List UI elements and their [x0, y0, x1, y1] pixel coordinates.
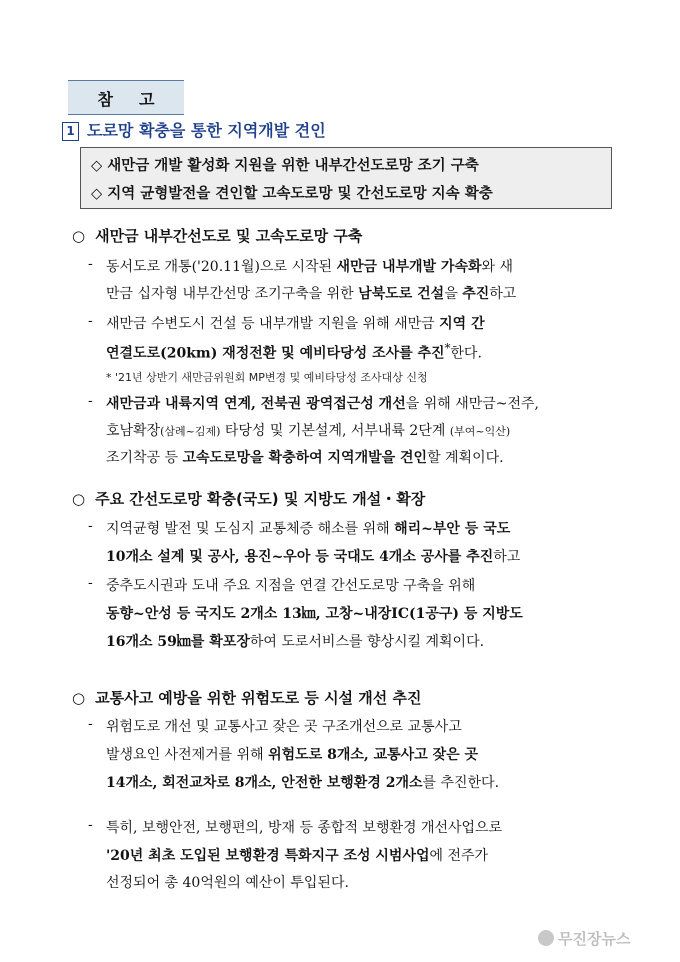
text-run: 해리~부안 등 국도: [394, 521, 511, 537]
body-line: [106, 256, 513, 276]
text-run: 만금 십자형 내부간선망 조기구축을 위한: [106, 286, 359, 302]
block-heading: ○ 교통사고 예방을 위한 위험도로 등 시설 개선 추진: [72, 689, 422, 707]
text-run: 10개소 설계 및 공사, 용진~우아 등 국대도 4개소 공사를 추진: [106, 549, 494, 565]
body-line: [106, 313, 485, 333]
body-line: [106, 575, 475, 595]
body-line: [106, 420, 510, 440]
reference-label-box: [68, 80, 184, 115]
section-title-text: 도로망 확충을 통한 지역개발 견인: [87, 121, 326, 140]
text-run: 위험도로 개선 및 교통사고 잦은 곳 구조개선으로 교통사고: [106, 719, 462, 735]
watermark: 무진장뉴스: [538, 928, 630, 949]
dash-marker: -: [88, 393, 93, 409]
text-run: 와 새: [481, 259, 513, 275]
text-run: 를 추진한다.: [422, 775, 500, 791]
text-run: 조기착공 등: [106, 450, 183, 466]
text-run: 새만금 수변도시 건설 등 내부개발 지원을 위해 새만금: [106, 316, 440, 332]
text-run: 위험도로 8개소, 교통사고 잦은 곳: [268, 747, 479, 763]
text-run: 에 전주가: [429, 848, 489, 864]
text-run: 특히, 보행안전, 보행편의, 방재 등 종합적 보행환경 개선사업으로: [106, 820, 503, 836]
text-run: (삼례~김제): [160, 425, 221, 438]
text-run: 을: [444, 286, 463, 302]
text-run: 할 계획이다.: [427, 450, 504, 466]
text-run: 추진: [462, 286, 490, 302]
dash-marker: -: [88, 716, 93, 732]
text-run: '20년 최초 도입된 보행환경 특화지구 조성 시범사업: [106, 848, 430, 864]
text-run: 지역 간: [439, 316, 485, 332]
body-line: [106, 716, 462, 736]
text-run: 선정되어 총 40억원의 예산이 투입된다.: [106, 875, 349, 891]
dash-marker: -: [88, 256, 93, 272]
text-run: *: [444, 341, 451, 355]
body-line: [106, 744, 478, 764]
summary-box: [80, 147, 612, 209]
footnote: * '21년 상반기 새만금위원회 MP변경 및 예비타당성 조사대상 신청: [106, 371, 428, 384]
text-run: 연결도로(20km) 재정전환 및 예비타당성 조사를 추진: [106, 345, 445, 362]
text-run: 고속도로망을 확충하여 지역개발을 견인: [182, 450, 428, 466]
text-run: (부여~익산): [449, 425, 511, 438]
section-number: 1: [62, 122, 79, 141]
body-line: [106, 518, 510, 538]
dash-marker: -: [88, 313, 93, 329]
text-run: 호남확장: [106, 423, 161, 439]
body-line: [106, 845, 488, 865]
body-line: [106, 447, 504, 467]
text-run: 발생요인 사전제거를 위해: [106, 747, 269, 763]
block-heading: ○ 새만금 내부간선도로 및 고속도로망 구축: [72, 227, 363, 245]
text-run: 중추도시권과 도내 주요 지점을 연결 간선도로망 구축을 위해: [106, 578, 476, 594]
dash-marker: -: [88, 575, 93, 591]
summary-line: ◇ 새만금 개발 활성화 지원을 위한 내부간선도로망 조기 구축: [91, 158, 479, 174]
watermark-logo-icon: [538, 930, 554, 946]
text-run: 지역균형 발전 및 도심지 교통체증 해소를 위해: [106, 521, 395, 537]
body-line: [106, 393, 539, 413]
text-run: 남북도로 건설: [358, 286, 445, 302]
block-heading: ○ 주요 간선도로망 확충(국도) 및 지방도 개설・확장: [72, 490, 426, 508]
dash-marker: -: [88, 817, 93, 833]
dash-marker: -: [88, 518, 93, 534]
body-line: [106, 817, 502, 837]
body-line: [106, 341, 482, 363]
text-run: 14개소, 회전교차로 8개소, 안전한 보행환경 2개소: [106, 775, 423, 791]
text-run: 하고: [489, 286, 517, 302]
body-line: [106, 283, 516, 303]
body-line: [106, 872, 349, 892]
text-run: 동서도로 개통('20.11월)으로 시작된: [106, 259, 337, 275]
text-run: 타당성 및 기본설계, 서부내륙 2단계: [220, 423, 450, 439]
summary-line: ◇ 지역 균형발전을 견인할 고속도로망 및 간선도로망 지속 확충: [91, 186, 493, 202]
body-line: [106, 631, 484, 651]
body-line: [106, 603, 523, 623]
text-run: 을 위해 새만금~전주,: [405, 396, 540, 412]
text-run: 하고: [493, 549, 521, 565]
body-line: [106, 772, 499, 792]
text-run: 새만금과 내륙지역 연계, 전북권 광역접근성 개선: [106, 396, 406, 412]
reference-label: 참고: [97, 90, 181, 109]
text-run: 16개소 59㎞를 확포장: [106, 634, 250, 650]
text-run: 하여 도로서비스를 향상시킬 계획이다.: [249, 634, 485, 650]
text-run: 한다.: [450, 345, 482, 362]
text-run: 동향~안성 등 국지도 2개소 13㎞, 고창~내장IC(1공구) 등 지방도: [106, 606, 523, 622]
body-line: [106, 546, 520, 566]
section-title: [62, 118, 326, 141]
text-run: 새만금 내부개발 가속화: [336, 259, 482, 275]
